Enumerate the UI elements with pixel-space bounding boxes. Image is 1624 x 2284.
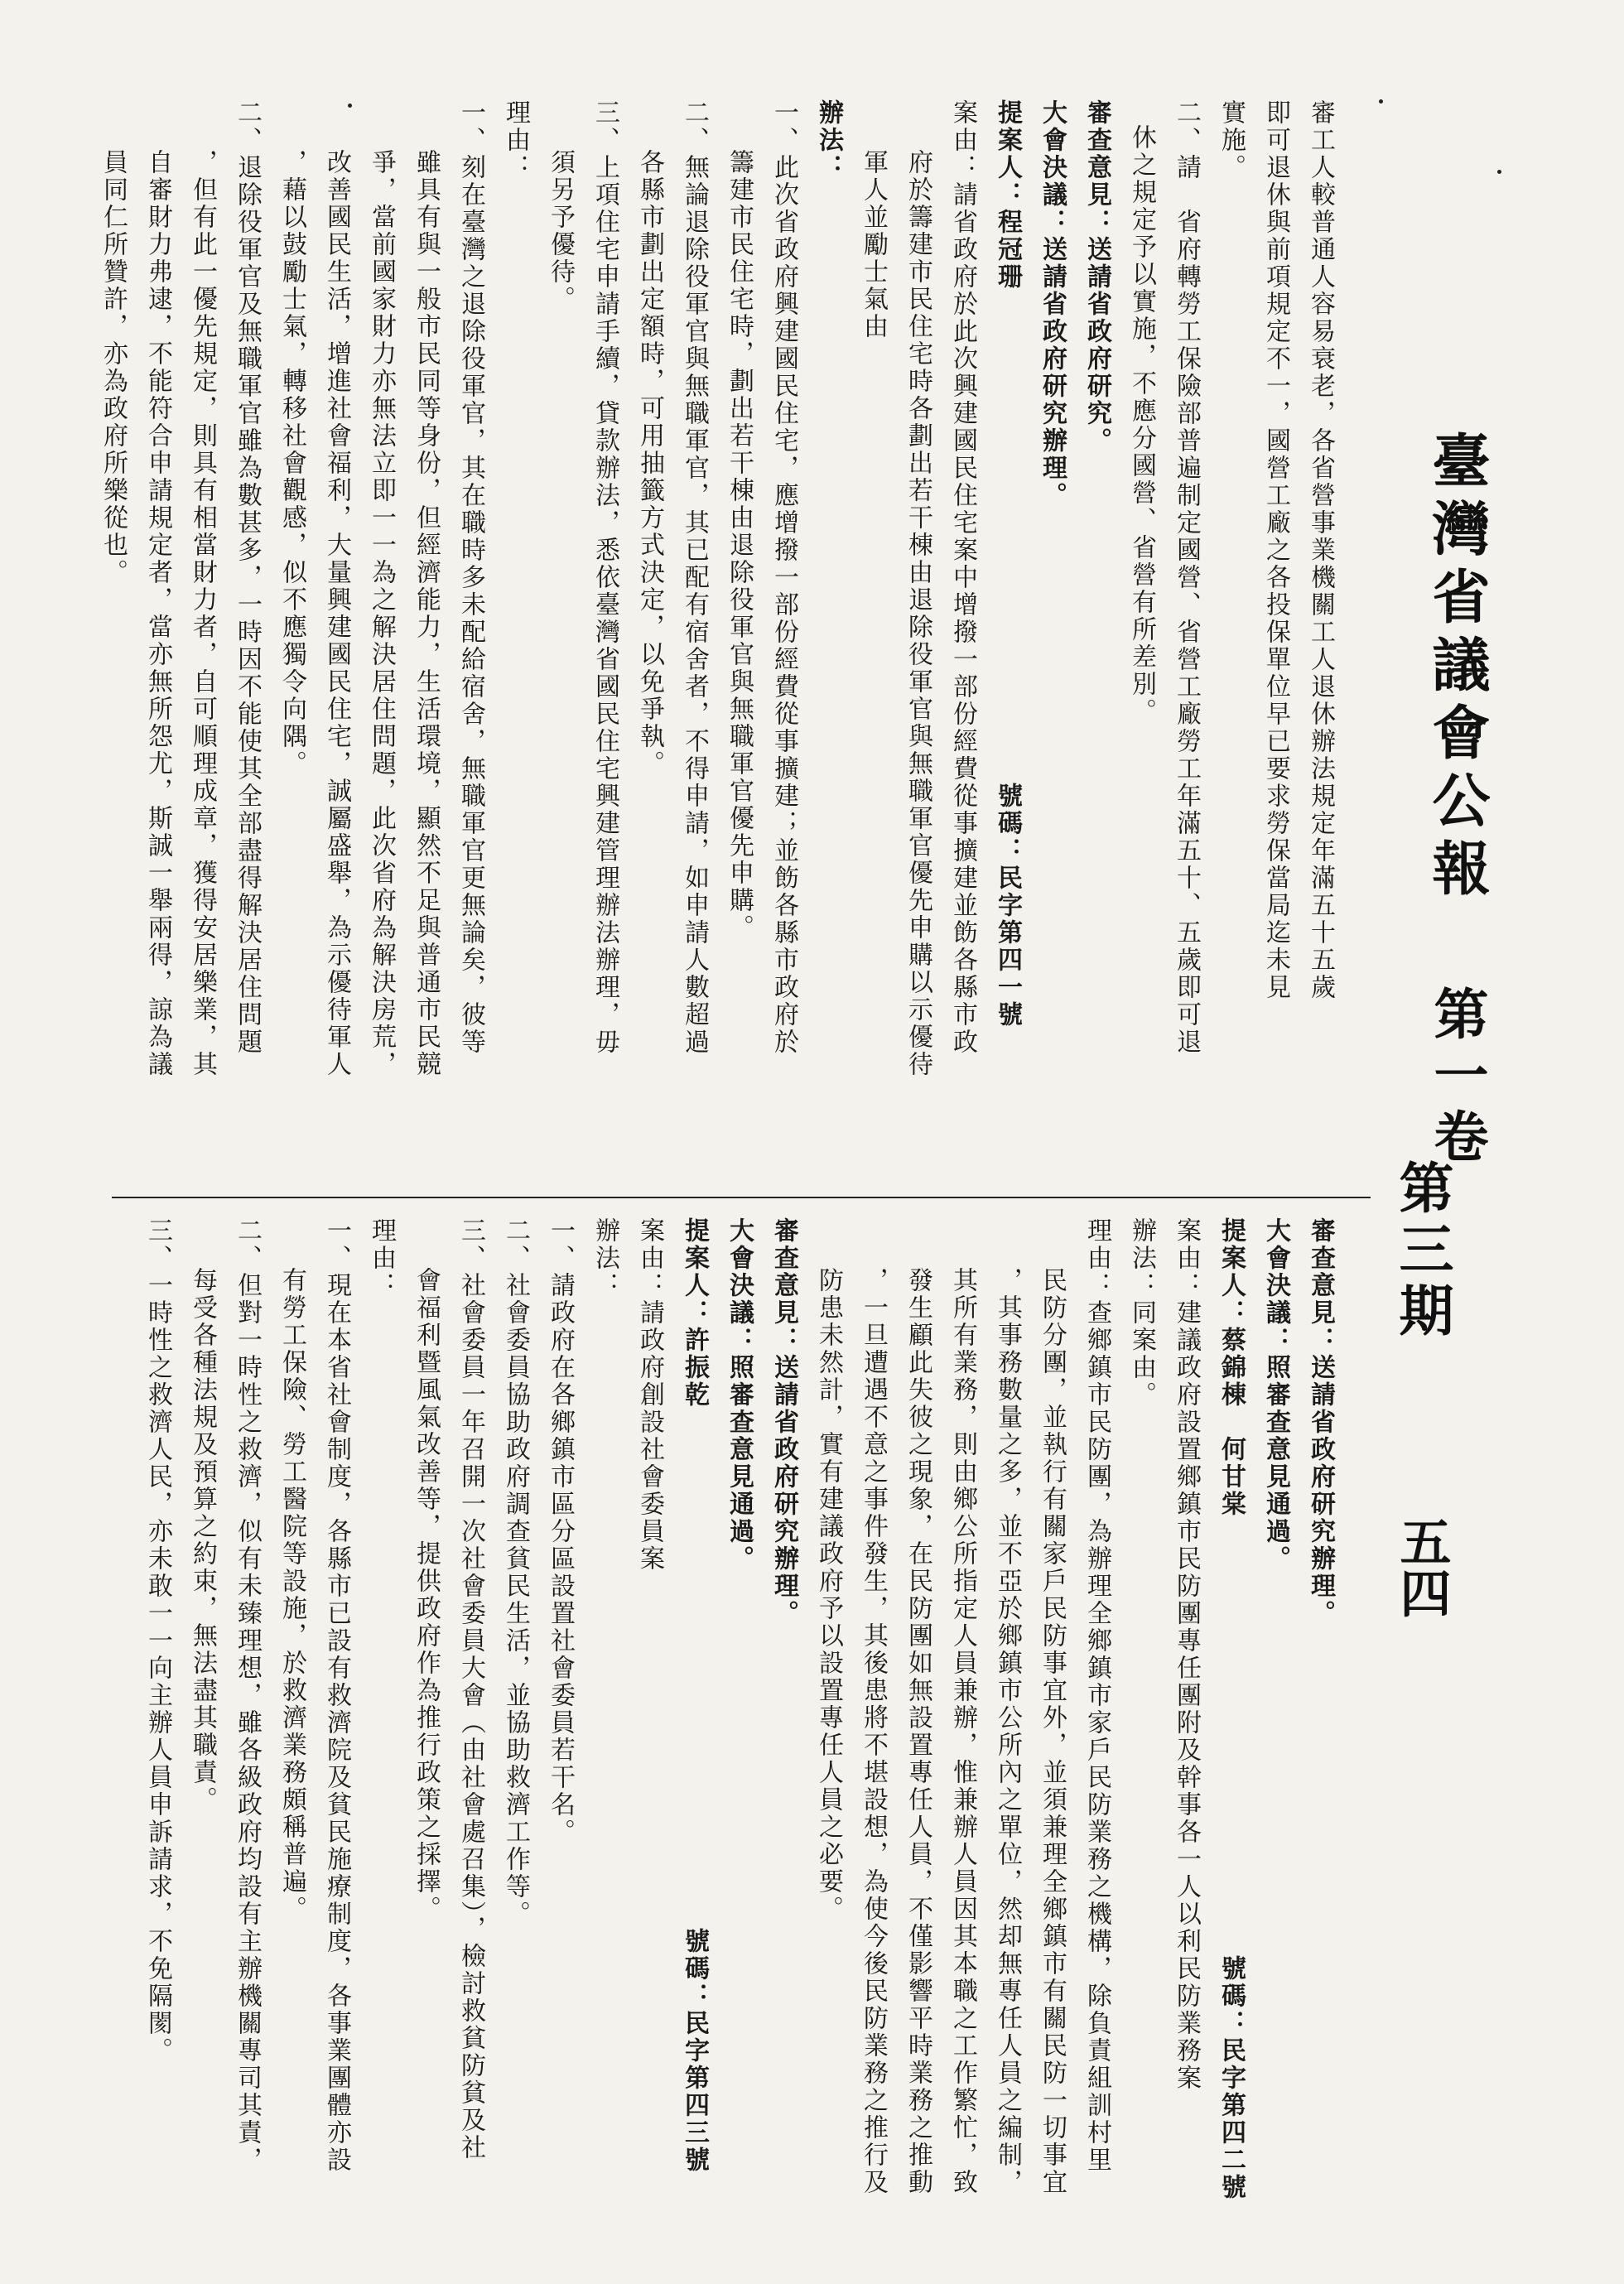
masthead [1375, 431, 1499, 2170]
issue-label: 第三期 [1390, 1159, 1454, 1343]
text-line: 雖具有與一般市民同等身份，但經濟能力，生活環境，顯然不足與普通市民競 [412, 149, 441, 1078]
text-line: 案由：請省政府於此次興建國民住宅案中增撥一部份經費從事擴建並飭各縣市政 [948, 99, 977, 1056]
text-line: 每受各種法規及預算之約束，無法盡其職責。 [188, 1267, 217, 1814]
text-line: 二、無論退除役軍官與無職軍官，其已配有宿舍者，不得申請，如申請人數超過 [680, 99, 709, 1056]
text-line: 休之規定予以實施，不應分國營、省營有所差別。 [1127, 124, 1156, 725]
text-line: 辦法： [814, 99, 843, 181]
publication-title: 臺灣省議會公報 [1423, 431, 1491, 906]
text-line: 審查意見：送請省政府研究辦理。 [1306, 1217, 1335, 1627]
text-line: 二、但對一時性之救濟，似有未臻理想，雖各級政府均設有主辦機關專司其責， [233, 1217, 262, 2174]
text-line: 案由：建議政府設置鄉鎮市民防團專任團附及幹事各一人以利民防業務案 [1172, 1217, 1201, 2092]
text-line: 發生顧此失彼之現象，在民防團如無設置專任人員，不僅影響平時業務之推動 [904, 1267, 932, 2196]
text-line: 各縣市劃出定額時，可用抽籤方式決定，以免爭執。 [635, 149, 664, 778]
volume-label: 第一卷 [1424, 985, 1489, 1169]
text-line: 大會決議：照審查意見通過。 [1261, 1217, 1290, 1573]
bottom-text-block [84, 1217, 1342, 2201]
text-line: 大會決議：照審查意見通過。 [725, 1217, 754, 1573]
text-line: 提案人：許振乾 號碼：民字第四三號 [680, 1217, 709, 2174]
text-line: 實施。 [1217, 99, 1246, 181]
text-line: 其所有業務，則由鄉公所指定人員兼辦，惟兼辦人員因其本職之工作繁忙，致 [948, 1267, 977, 2196]
text-line: 三、社會委員一年召開一次社會委員大會（由社會處召集），檢討救貧防貧及社 [456, 1217, 485, 2161]
text-line: 會福利暨風氣改善等，提供政府作為推行政策之採擇。 [412, 1267, 441, 1923]
text-line: 民防分團，並執行有關家戶民防事宜外，並須兼理全鄉鎮市有關民防一切事宜 [1038, 1267, 1067, 2196]
scan-speck [1497, 170, 1501, 174]
text-line: 一、此次省政府興建國民住宅，應增撥一部份經費從事擴建；並飭各縣市政府於 [769, 99, 798, 1056]
text-line: 理由： [501, 99, 530, 181]
text-line: 大會決議：送請省政府研究辦理。 [1038, 99, 1067, 509]
text-line: 提案人：程冠珊 號碼：民字第四一號 [993, 99, 1022, 1029]
text-line: 改善國民生活，增進社會福利，大量興建國民住宅，誠屬盛舉，為示優待軍人 [322, 149, 351, 1078]
text-line: 審查意見：送請省政府研究。 [1082, 99, 1111, 455]
text-line: 員同仁所贊許，亦為政府所樂從也。 [99, 149, 128, 586]
text-line: 案由：請政府創設社會委員案 [635, 1217, 664, 1573]
text-line: 軍人並勵士氣由 [859, 149, 888, 340]
text-line: 審工人較普通人容易衰老，各省營事業機關工人退休辦法規定年滿五十五歲 [1306, 99, 1335, 1001]
text-line: 理由： [367, 1217, 396, 1299]
text-line: 提案人：蔡錦棟 何甘棠 號碼：民字第四二號 [1217, 1217, 1246, 2201]
text-line: ，一旦遭遇不意之事件發生，其後患將不堪設想，為使今後民防業務之推行及 [859, 1267, 888, 2196]
text-line: 一、現在本省社會制度，各縣市已設有救濟院及貧民施療制度，各事業團體亦設 [322, 1217, 351, 2174]
text-line: 辦法： [590, 1217, 619, 1299]
text-line: 二、請 省府轉勞工保險部普遍制定國營、省營工廠勞工年滿五十、五歲即可退 [1172, 99, 1201, 1056]
text-line: 三、一時性之救濟人民，亦未敢一一向主辦人員申訴請求，不免隔閡。 [143, 1217, 172, 2065]
text-line: 二、退除役軍官及無職軍官雖為數甚多，一時因不能使其全部盡得解決居住問題 [233, 99, 262, 1056]
text-line: 審查意見：送請省政府研究辦理。 [769, 1217, 798, 1627]
scan-speck [348, 104, 352, 108]
top-text-block [84, 99, 1342, 1168]
section-divider [112, 1197, 1371, 1198]
text-line: 三、上項住宅申請手續，貸款辦法，悉依臺灣省國民住宅興建管理辦法辦理，毋 [590, 99, 619, 1056]
text-line: 須另予優待。 [546, 149, 575, 313]
text-line: 有勞工保險、勞工醫院等設施，於救濟業務頗稱普遍。 [277, 1267, 306, 1923]
text-line: 一、請政府在各鄉鎮市區分區設置社會委員若干名。 [546, 1217, 575, 1846]
text-line: 辦法：同案由。 [1127, 1217, 1156, 1409]
text-line: ，但有此一優先規定，則具有相當財力者，自可順理成章，獲得安居樂業，其 [188, 149, 217, 1078]
text-line: ，其事務數量之多，並不亞於鄉鎮市公所內之單位，然却無專任人員之編制， [993, 1267, 1022, 2196]
text-line: 爭，當前國家財力亦無法立即一一為之解決居住問題，此次省府為解決房荒， [367, 149, 396, 1078]
scan-speck [1379, 99, 1383, 104]
text-line: 籌建市民住宅時，劃出若干棟由退除役軍官與無職軍官優先申購。 [725, 149, 754, 942]
text-line: 府於籌建市民住宅時各劃出若干棟由退除役軍官與無職軍官優先申購以示優待 [904, 149, 932, 1078]
text-line: 自審財力弗逮，不能符合申請規定者，當亦無所怨尤，斯誠一舉兩得，諒為議 [143, 149, 172, 1078]
text-line: 一、刻在臺灣之退除役軍官，其在職時多未配給宿舍，無職軍官更無論矣，彼等 [456, 99, 485, 1056]
text-line: 防患未然計，實有建議政府予以設置專任人員之必要。 [814, 1267, 843, 1923]
text-line: ，藉以鼓勵士氣，轉移社會觀感，似不應獨令向隅。 [277, 149, 306, 778]
page-number: 五四 [1391, 1515, 1452, 1618]
text-line: 理由：查鄉鎮市民防團，為辦理全鄉鎮市家戶民防業務之機構，除負責組訓村里 [1082, 1217, 1111, 2174]
text-line: 二、社會委員協助政府調查貧民生活，並協助救濟工作等。 [501, 1217, 530, 1928]
text-line: 即可退休與前項規定不一，國營工廠之各投保單位早已要求勞保當局迄未見 [1261, 99, 1290, 1001]
